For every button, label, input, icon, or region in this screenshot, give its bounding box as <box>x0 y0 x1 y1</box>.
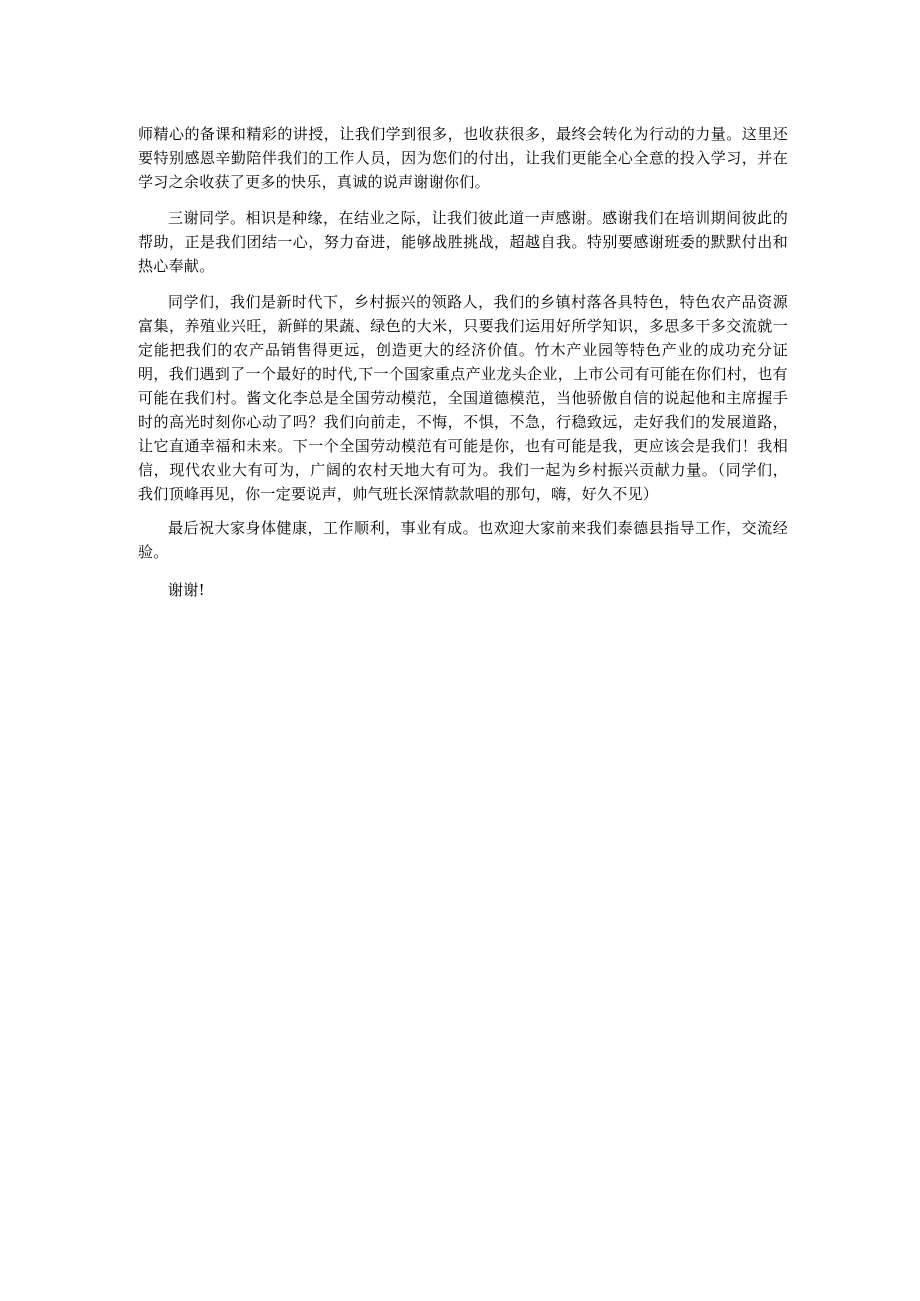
paragraph-thanks-teachers-staff: 师精心的备课和精彩的讲授，让我们学到很多，也收获很多，最终会转化为行动的力量。这里还要特别感恩辛勤陪伴我们的工作人员，因为您们的付出，让我们更能全心全意的投入学习，并在学习之余收获了更多的快乐，真诚的说声谢谢你们。 <box>138 125 788 191</box>
paragraph-thank-you: 谢谢! <box>168 581 205 599</box>
paragraph-closing-wishes: 最后祝大家身体健康，工作顺利，事业有成。也欢迎大家前来我们泰德县指导工作，交流经验。 <box>138 519 788 561</box>
document-page <box>138 122 788 614</box>
paragraph-thanks-classmates: 三谢同学。相识是种缘，在结业之际，让我们彼此道一声感谢。感谢我们在培训期间彼此的帮助，正是我们团结一心，努力奋进，能够战胜挑战，超越自我。特别要感谢班委的默默付出和热心奉献。 <box>138 209 788 275</box>
paragraph-rural-revitalization: 同学们，我们是新时代下，乡村振兴的领路人，我们的乡镇村落各具特色，特色农产品资源富集，养殖业兴旺，新鲜的果蔬、绿色的大米，只要我们运用好所学知识，多思多干多交流就一定能把我们的农产品销售得更远，创造更大的经济价值。竹木产业园等特色产业的成功充分证明，我们遇到了一个最好的时代,下一个国家重点产业龙头企业，上市公司有可能在你们村，也有可能在我们村。酱文化李总是全国劳动模范，全国道德模范，当他骄傲自信的说起他和主席握手时的高光时刻你心动了吗？我们向前走，不悔，不惧，不急，行稳致远，走好我们的发展道路，让它直通幸福和未来。下一个全国劳动模范有可能是你，也有可能是我，更应该会是我们！我相信，现代农业大有可为，广阔的农村天地大有可为。我们一起为乡村振兴贡献力量。（同学们，我们顶峰再见，你一定要说声，帅气班长深情款款唱的那句，嗨，好久不见） <box>138 293 788 503</box>
